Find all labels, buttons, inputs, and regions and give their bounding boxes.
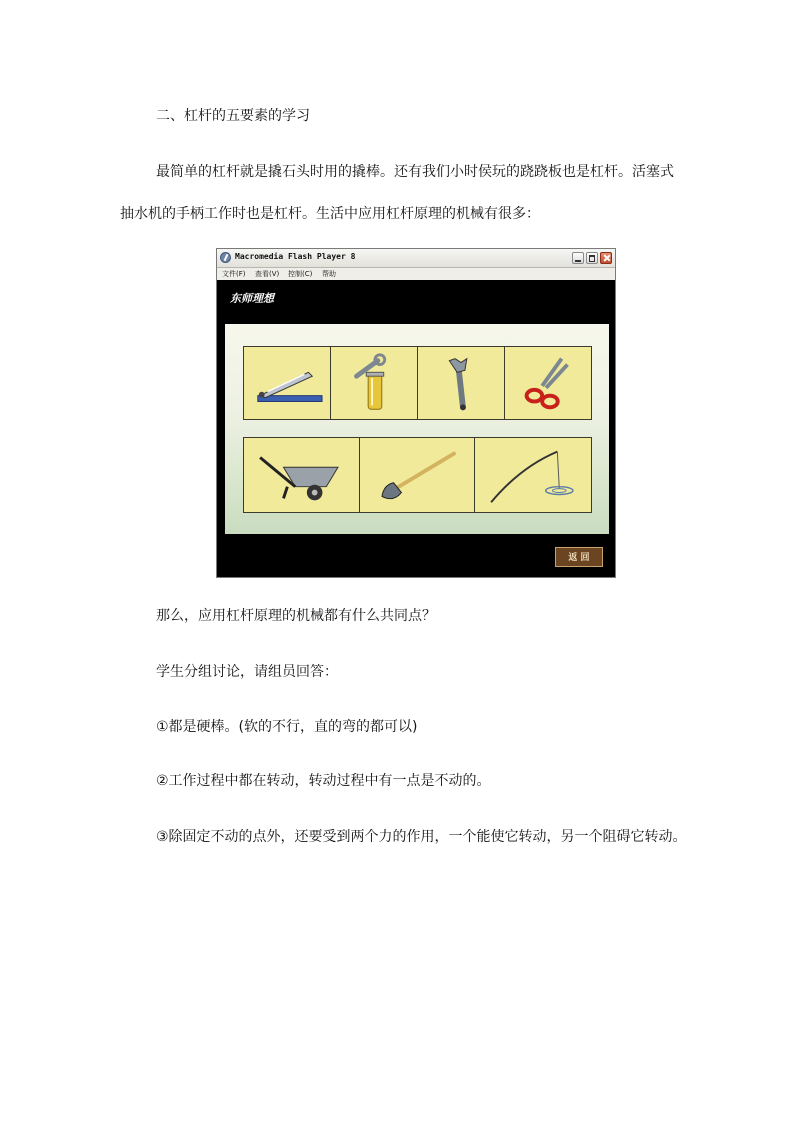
return-button[interactable] bbox=[555, 547, 603, 567]
tool-card-bottle-opener[interactable] bbox=[330, 346, 418, 420]
window-titlebar[interactable] bbox=[217, 249, 615, 268]
tool-card-stapler[interactable] bbox=[243, 346, 331, 420]
intro-line-2: 抽水机的手柄工作时也是杠杆。生活中应用杠杆原理的机械有很多： bbox=[120, 206, 540, 222]
stapler-icon bbox=[244, 347, 330, 419]
menu-help[interactable]: 帮助 bbox=[322, 270, 336, 278]
intro-line-1: 最简单的杠杆就是撬石头时用的撬棒。还有我们小时侯玩的跷跷板也是杠杆。活塞式 bbox=[156, 164, 674, 180]
minimize-button[interactable] bbox=[572, 252, 584, 264]
wrench-icon bbox=[418, 347, 504, 419]
menu-bar bbox=[217, 268, 615, 280]
tool-card-wrench[interactable] bbox=[417, 346, 505, 420]
maximize-button[interactable] bbox=[586, 252, 598, 264]
discussion-text: 学生分组讨论，请组员回答： bbox=[156, 664, 338, 680]
fishing-rod-icon bbox=[475, 438, 591, 512]
answer-3: ③除固定不动的点外，还要受到两个力的作用，一个能使它转动，另一个阻碍它转动。 bbox=[156, 829, 687, 845]
section-heading: 二、杠杆的五要素的学习 bbox=[156, 108, 310, 124]
shovel-icon bbox=[360, 438, 474, 512]
bottle-opener-icon bbox=[331, 347, 417, 419]
answer-2: ②工作过程中都在转动，转动过程中有一点是不动的。 bbox=[156, 773, 491, 789]
wheelbarrow-icon bbox=[244, 438, 359, 512]
menu-file[interactable]: 文件(F) bbox=[222, 270, 246, 278]
tool-card-fishing-rod[interactable] bbox=[474, 437, 592, 513]
window-title: Macromedia Flash Player 8 bbox=[235, 252, 356, 261]
tool-card-wheelbarrow[interactable] bbox=[243, 437, 360, 513]
tool-card-shovel[interactable] bbox=[359, 437, 475, 513]
close-button[interactable] bbox=[600, 252, 612, 264]
menu-view[interactable]: 查看(V) bbox=[255, 270, 280, 278]
brand-logo: 东师理想 bbox=[230, 292, 274, 305]
menu-control[interactable]: 控制(C) bbox=[288, 270, 313, 278]
answer-1: ①都是硬棒。(软的不行，直的弯的都可以) bbox=[156, 719, 418, 735]
tool-card-scissors[interactable] bbox=[504, 346, 592, 420]
tool-stage bbox=[225, 324, 609, 534]
return-label: 返 回 bbox=[568, 553, 590, 563]
flash-app-icon bbox=[220, 252, 231, 263]
question-text: 那么，应用杠杆原理的机械都有什么共同点？ bbox=[156, 608, 436, 624]
scissors-icon bbox=[505, 347, 591, 419]
flash-player-window bbox=[216, 248, 616, 578]
